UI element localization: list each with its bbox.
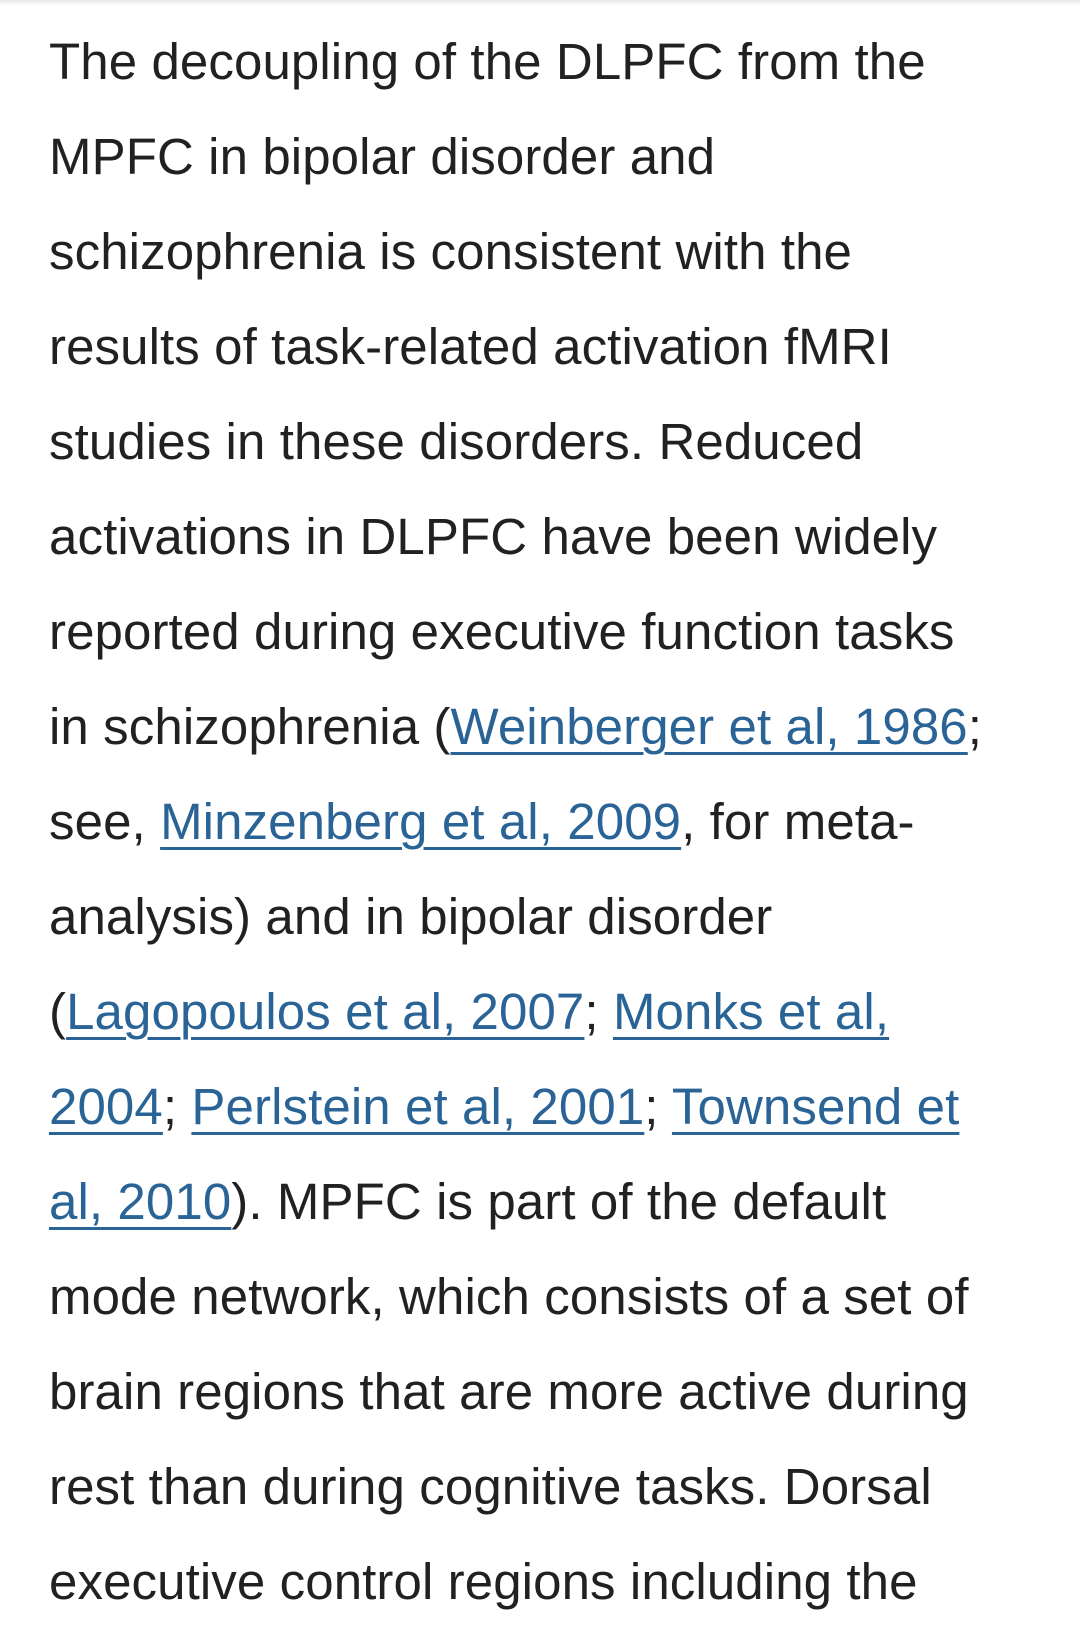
citation-link[interactable]: al, 2010 — [49, 1173, 232, 1230]
paragraph-text: rest than during cognitive tasks. Dorsal — [49, 1458, 932, 1515]
citation-link[interactable]: Minzenberg et al, 2009 — [160, 793, 682, 850]
text-line — [49, 964, 1059, 1059]
paragraph-text: activations in DLPFC have been widely — [49, 508, 938, 565]
text-line — [49, 14, 1059, 109]
citation-link[interactable]: Weinberger et al, 1986 — [450, 698, 968, 755]
paragraph-text: reported during executive function tasks — [49, 603, 955, 660]
paragraph-text: ). MPFC is part of the default — [231, 1173, 887, 1230]
text-line — [49, 204, 1059, 299]
paragraph-text: The decoupling of the DLPFC from the — [49, 33, 926, 90]
paragraph-text: ; — [584, 983, 613, 1040]
text-line — [49, 774, 1059, 869]
text-line — [49, 1534, 1059, 1629]
paragraph-text: brain regions that are more active during — [49, 1363, 969, 1420]
text-line — [49, 394, 1059, 489]
paragraph-text: analysis) and in bipolar disorder — [49, 888, 773, 945]
paragraph-text: results of task-related activation fMRI — [49, 318, 892, 375]
paragraph-text: MPFC in bipolar disorder and — [49, 128, 716, 185]
paragraph-text: , for meta- — [681, 793, 915, 850]
text-line — [49, 109, 1059, 204]
paragraph-text: ( — [49, 983, 67, 1040]
text-line — [49, 1059, 1059, 1154]
text-line — [49, 489, 1059, 584]
paragraph-text: in schizophrenia ( — [49, 698, 451, 755]
paragraph-text: schizophrenia is consistent with the — [49, 223, 853, 280]
text-line — [49, 679, 1059, 774]
paragraph-text: see, — [49, 793, 161, 850]
text-line — [49, 1439, 1059, 1534]
citation-link[interactable]: Townsend et — [671, 1078, 960, 1135]
text-line — [49, 869, 1059, 964]
paragraph-text: ; — [162, 1078, 192, 1135]
paragraph-text: ; — [967, 698, 983, 755]
citation-link[interactable]: 2004 — [49, 1078, 163, 1135]
text-line — [49, 1249, 1059, 1344]
paragraph-text: ; — [644, 1078, 672, 1135]
paragraph-text: executive control regions including the — [49, 1553, 918, 1610]
citation-link[interactable]: Monks et al, — [612, 983, 890, 1040]
paragraph-text: studies in these disorders. Reduced — [49, 413, 864, 470]
text-line — [49, 1154, 1059, 1249]
top-edge-shadow — [0, 0, 1080, 6]
text-line — [49, 299, 1059, 394]
paragraph-text: mode network, which consists of a set of — [49, 1268, 969, 1325]
citation-link[interactable]: Perlstein et al, 2001 — [191, 1078, 645, 1135]
text-line — [49, 1344, 1059, 1439]
body-paragraph — [49, 14, 1059, 1629]
text-line — [49, 584, 1059, 679]
citation-link[interactable]: Lagopoulos et al, 2007 — [66, 983, 585, 1040]
